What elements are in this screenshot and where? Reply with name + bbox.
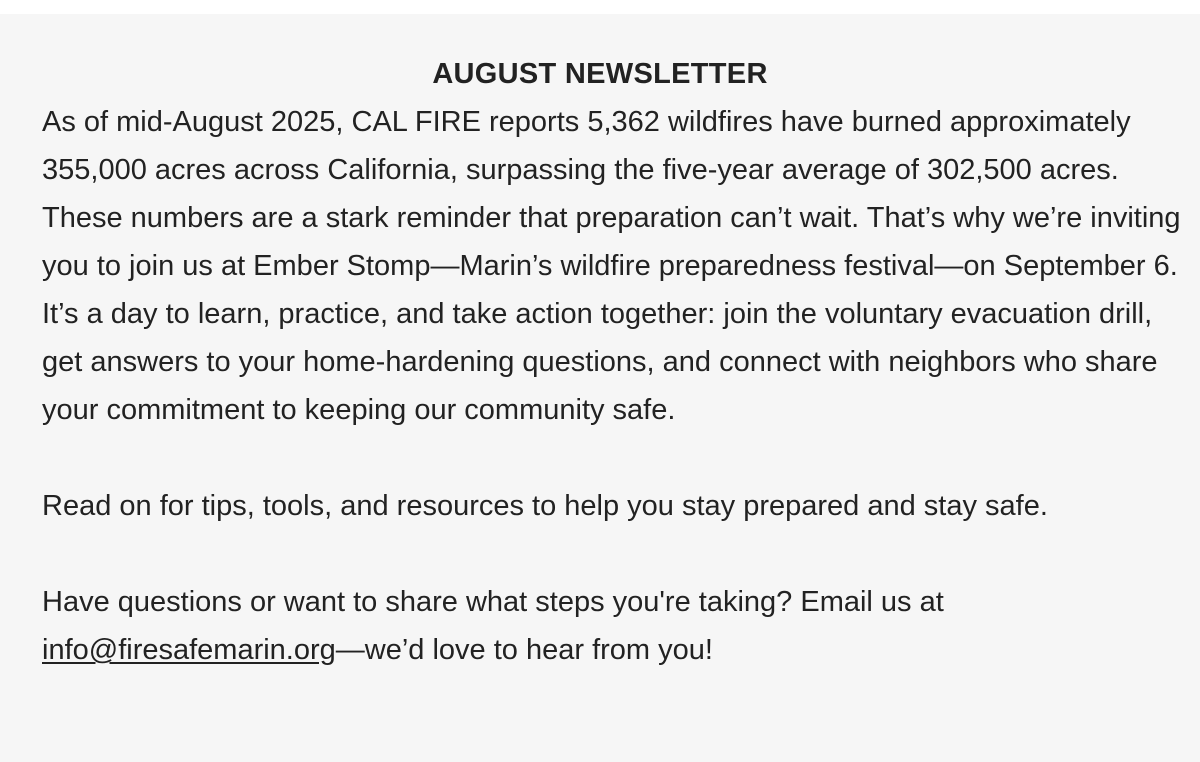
read-on-paragraph: Read on for tips, tools, and resources to help you stay prepared and stay safe. xyxy=(42,490,1048,522)
intro-paragraph: As of mid-August 2025, CAL FIRE reports 5,362 wildfires have burned approximately 355,000 acres across California, surpassing the five-year average of 302,500 acres. These numbers are a stark reminder that preparation can’t wait. That’s why we’re inviting you to join us at Ember Stomp—Marin’s wildfire preparedness festival—on September 6. It’s a day to learn, practice, and take action together: join the voluntary evacuation drill, get answers to your home-hardening questions, and connect with neighbors who share your commitment to keeping our community safe. xyxy=(42,106,1181,426)
newsletter-panel xyxy=(0,14,1200,762)
contact-paragraph xyxy=(42,578,1182,674)
newsletter-content xyxy=(42,54,1182,674)
contact-tail-text: —we’d love to hear from you! xyxy=(335,634,713,666)
email-link[interactable]: info@firesafemarin.org xyxy=(42,634,336,666)
newsletter-title: AUGUST NEWSLETTER xyxy=(432,58,768,90)
contact-lead-text: Have questions or want to share what steps you're taking? Email us at xyxy=(42,586,944,618)
